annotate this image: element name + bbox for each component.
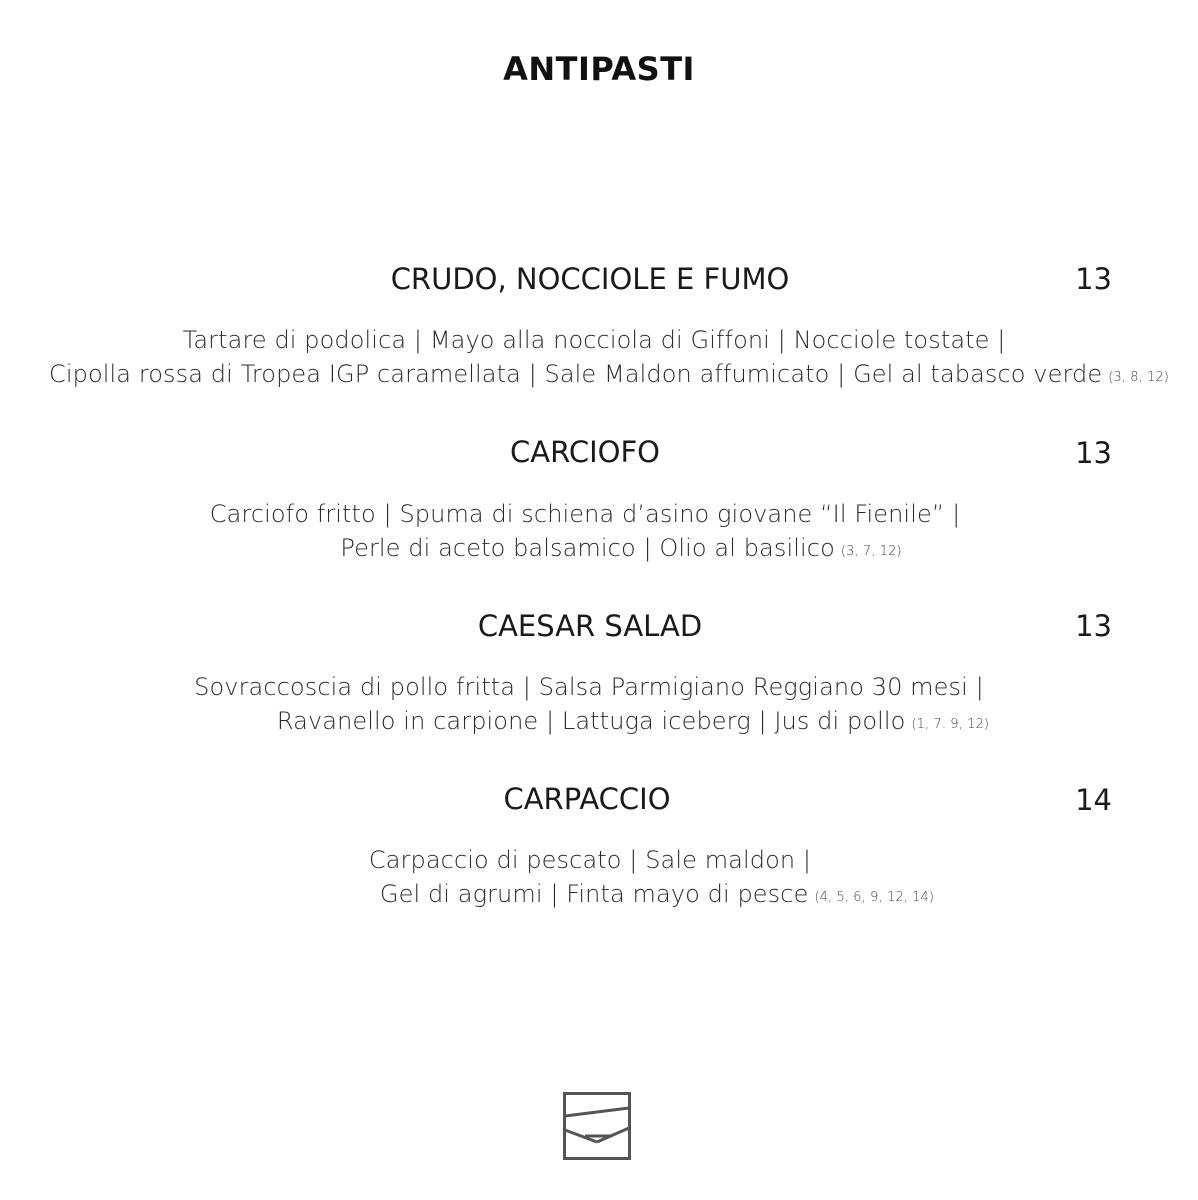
dish-price: 13 bbox=[1075, 262, 1112, 296]
page-title: ANTIPASTI bbox=[503, 50, 695, 88]
dish-description-line: Carpaccio di pescato | Sale maldon | bbox=[368, 846, 812, 874]
dish-price: 14 bbox=[1075, 783, 1112, 817]
dish-name: CRUDO, NOCCIOLE E FUMO bbox=[390, 262, 790, 296]
dish-description-line bbox=[34, 707, 1198, 735]
dish-description-line: Carciofo fritto | Spuma di schiena d’asino giovane “Il Fienile” | bbox=[209, 500, 961, 528]
dish-price: 13 bbox=[1075, 436, 1112, 470]
allergen-codes: (4, 5, 6, 9, 12, 14) bbox=[814, 890, 935, 905]
allergen-codes: (3, 8, 12) bbox=[1108, 370, 1169, 385]
dish-description-text: Ravanello in carpione | Lattuga iceberg | Jus di pollo bbox=[276, 707, 906, 735]
dish-description-line bbox=[10, 360, 1198, 388]
dish-description-text: Gel di agrumi | Finta mayo di pesce bbox=[379, 880, 809, 908]
allergen-codes: (3, 7, 12) bbox=[840, 544, 902, 559]
dish-name: CARPACCIO bbox=[503, 782, 671, 816]
allergen-codes: (1, 7. 9, 12) bbox=[911, 717, 990, 732]
dish-description-line bbox=[58, 880, 1198, 908]
dish-price: 13 bbox=[1075, 609, 1112, 643]
dish-name: CARCIOFO bbox=[510, 435, 660, 469]
dish-description-line bbox=[22, 534, 1198, 562]
dish-description-line: Sovraccoscia di pollo fritta | Salsa Parmigiano Reggiano 30 mesi | bbox=[194, 673, 984, 701]
dish-name: CAESAR SALAD bbox=[477, 609, 703, 643]
restaurant-logo-icon bbox=[563, 1092, 631, 1160]
dish-description-text: Cipolla rossa di Tropea IGP caramellata | Sale Maldon affumicato | Gel al tabasco verde bbox=[49, 360, 1103, 388]
dish-description-line: Tartare di podolica | Mayo alla nocciola di Giffoni | Nocciole tostate | bbox=[182, 326, 1006, 354]
dish-description-text: Perle di aceto balsamico | Olio al basilico bbox=[340, 534, 835, 562]
